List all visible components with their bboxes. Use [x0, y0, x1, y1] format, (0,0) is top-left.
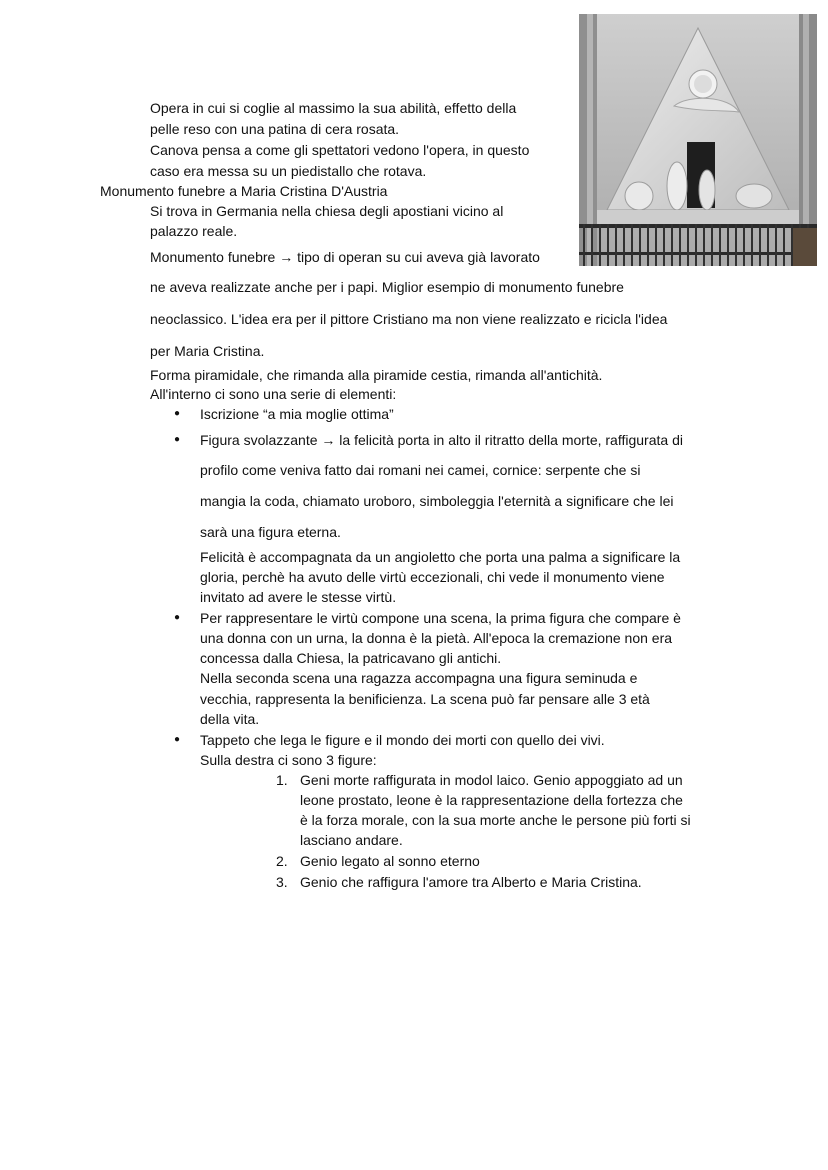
- bullet-text: invitato ad avere le stesse virtù.: [200, 589, 397, 605]
- list-item-text: leone prostato, leone è la rappresentazione della fortezza che: [300, 792, 683, 808]
- bullet-text: Per rappresentare le virtù compone una scena, la prima figura che compare è: [200, 610, 681, 626]
- list-number: 3.: [276, 874, 288, 890]
- list-item-text: Geni morte raffigurata in modol laico. Genio appoggiato ad un: [300, 772, 683, 788]
- bullet-text: Nella seconda scena una ragazza accompagna una figura seminuda e: [200, 670, 638, 686]
- bullet-text: Figura svolazzante → la felicità porta in alto il ritratto della morte, raffigurata di: [200, 432, 683, 448]
- bullet-text: profilo come veniva fatto dai romani nei camei, cornice: serpente che si: [200, 462, 641, 478]
- body-line: per Maria Cristina.: [150, 343, 265, 359]
- list-number: 2.: [276, 853, 288, 869]
- body-line: Forma piramidale, che rimanda alla piramide cestia, rimanda all'antichità.: [150, 367, 603, 383]
- intro-line: caso era messa su un piedistallo che rotava.: [150, 163, 427, 179]
- bullet-text: sarà una figura eterna.: [200, 524, 341, 540]
- bullet-icon: ●: [174, 434, 181, 445]
- bullet-text: della vita.: [200, 711, 260, 727]
- list-item-text: è la forza morale, con la sua morte anche le persone più forti si: [300, 812, 691, 828]
- bullet-text: Sulla destra ci sono 3 figure:: [200, 752, 377, 768]
- bullet-text: gloria, perchè ha avuto delle virtù eccezionali, chi vede il monumento viene: [200, 569, 665, 585]
- bullet-icon: ●: [174, 734, 181, 745]
- bullet-text: concessa dalla Chiesa, la patricavano gli antichi.: [200, 650, 502, 666]
- list-item-text: lasciano andare.: [300, 832, 403, 848]
- bullet-icon: ●: [174, 408, 181, 419]
- bullet-text: Iscrizione “a mia moglie ottima”: [200, 406, 394, 422]
- bullet-icon: ●: [174, 612, 181, 623]
- list-item-text: Genio legato al sonno eterno: [300, 853, 480, 869]
- body-line: Si trova in Germania nella chiesa degli apostiani vicino al: [150, 203, 504, 219]
- section-heading: Monumento funebre a Maria Cristina D'Austria: [100, 183, 388, 199]
- body-line: All'interno ci sono una serie di elementi:: [150, 386, 397, 402]
- intro-line: pelle reso con una patina di cera rosata.: [150, 121, 400, 137]
- bullet-text: vecchia, rappresenta la benificienza. La scena può far pensare alle 3 età: [200, 691, 650, 707]
- bullet-text: una donna con un urna, la donna è la pietà. All'epoca la cremazione non era: [200, 630, 673, 646]
- list-item-text: Genio che raffigura l'amore tra Alberto e Maria Cristina.: [300, 874, 642, 890]
- list-number: 1.: [276, 772, 288, 788]
- bullet-text: Felicità è accompagnata da un angioletto che porta una palma a significare la: [200, 549, 681, 565]
- monument-photo: [579, 14, 817, 266]
- body-line: Monumento funebre → tipo di operan su cui aveva già lavorato: [150, 249, 540, 265]
- intro-line: Opera in cui si coglie al massimo la sua abilità, effetto della: [150, 100, 517, 116]
- bullet-text: Tappeto che lega le figure e il mondo dei morti con quello dei vivi.: [200, 732, 605, 748]
- intro-line: Canova pensa a come gli spettatori vedono l'opera, in questo: [150, 142, 530, 158]
- body-line: palazzo reale.: [150, 223, 238, 239]
- body-line: ne aveva realizzate anche per i papi. Miglior esempio di monumento funebre: [150, 279, 624, 295]
- body-line: neoclassico. L'idea era per il pittore Cristiano ma non viene realizzato e ricicla l'idea: [150, 311, 668, 327]
- bullet-text: mangia la coda, chiamato uroboro, simboleggia l'eternità a significare che lei: [200, 493, 674, 509]
